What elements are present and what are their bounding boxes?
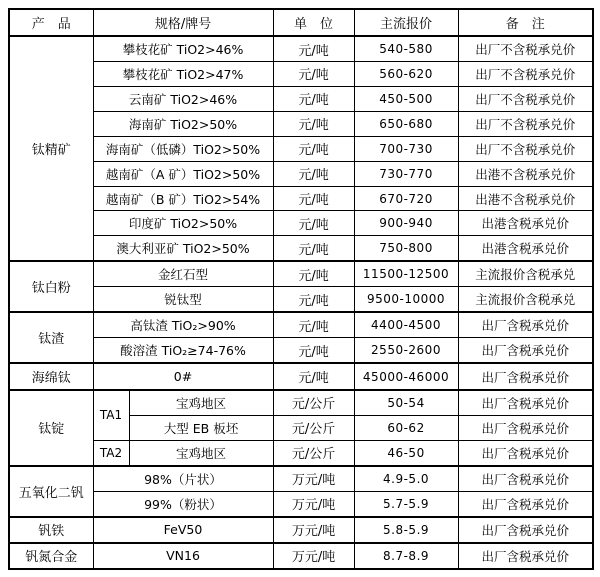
unit-cell: 万元/吨 bbox=[273, 517, 354, 543]
price-cell: 8.7-8.9 bbox=[354, 543, 458, 569]
spec-cell: 宝鸡地区 bbox=[129, 390, 273, 416]
note-cell: 出厂含税承兑价 bbox=[458, 338, 593, 364]
price-cell: 540-580 bbox=[354, 36, 458, 62]
col-header-spec: 规格/牌号 bbox=[93, 9, 273, 36]
spec-cell: 云南矿 TiO2>46% bbox=[93, 86, 273, 111]
spec-cell: 大型 EB 板坯 bbox=[129, 415, 273, 440]
spec-cell: 高钛渣 TiO₂>90% bbox=[93, 312, 273, 338]
note-cell: 出厂含税承兑价 bbox=[458, 440, 593, 466]
note-cell: 出厂含税承兑价 bbox=[458, 491, 593, 517]
spec-cell: FeV50 bbox=[93, 517, 273, 543]
note-cell: 出厂含税承兑价 bbox=[458, 466, 593, 492]
table-row bbox=[9, 261, 593, 287]
unit-cell: 元/吨 bbox=[273, 136, 354, 161]
product-cell: 钒氮合金 bbox=[9, 543, 93, 569]
note-cell: 主流报价含税承兑 bbox=[458, 261, 593, 287]
spec-cell: 0# bbox=[93, 363, 273, 389]
table-row bbox=[9, 62, 593, 87]
table-row bbox=[9, 236, 593, 262]
spec-cell: 澳大利亚矿 TiO2>50% bbox=[93, 236, 273, 262]
spec-cell: 攀枝花矿 TiO2>47% bbox=[93, 62, 273, 87]
price-cell: 9500-10000 bbox=[354, 287, 458, 313]
spec-cell: 金红石型 bbox=[93, 261, 273, 287]
price-cell: 50-54 bbox=[354, 390, 458, 416]
note-cell: 出厂含税承兑价 bbox=[458, 312, 593, 338]
table-row bbox=[9, 86, 593, 111]
table-row bbox=[9, 466, 593, 492]
note-cell: 出港含税承兑价 bbox=[458, 211, 593, 236]
spec-cell: VN16 bbox=[93, 543, 273, 569]
price-cell: 450-500 bbox=[354, 86, 458, 111]
col-header-note: 备 注 bbox=[458, 9, 593, 36]
price-cell: 11500-12500 bbox=[354, 261, 458, 287]
note-cell: 出厂不含税承兑价 bbox=[458, 62, 593, 87]
unit-cell: 元/吨 bbox=[273, 62, 354, 87]
price-cell: 700-730 bbox=[354, 136, 458, 161]
unit-cell: 元/吨 bbox=[273, 111, 354, 136]
unit-cell: 元/吨 bbox=[273, 186, 354, 211]
table-row bbox=[9, 312, 593, 338]
table-row bbox=[9, 491, 593, 517]
table-row bbox=[9, 136, 593, 161]
spec-cell: 酸溶渣 TiO₂≥74-76% bbox=[93, 338, 273, 364]
spec-cell: 越南矿（B 矿）TiO2>54% bbox=[93, 186, 273, 211]
product-cell: 五氧化二钒 bbox=[9, 466, 93, 517]
unit-cell: 元/吨 bbox=[273, 287, 354, 313]
spec-cell: 海南矿 TiO2>50% bbox=[93, 111, 273, 136]
price-cell: 650-680 bbox=[354, 111, 458, 136]
price-cell: 5.7-5.9 bbox=[354, 491, 458, 517]
unit-cell: 万元/吨 bbox=[273, 543, 354, 569]
table-row bbox=[9, 517, 593, 543]
product-cell: 钛白粉 bbox=[9, 261, 93, 312]
col-header-product: 产 品 bbox=[9, 9, 93, 36]
product-cell: 钛渣 bbox=[9, 312, 93, 363]
table-row bbox=[9, 338, 593, 364]
unit-cell: 元/公斤 bbox=[273, 390, 354, 416]
price-cell: 670-720 bbox=[354, 186, 458, 211]
table-row bbox=[9, 543, 593, 569]
spec-cell: 锐钛型 bbox=[93, 287, 273, 313]
note-cell: 出厂含税承兑价 bbox=[458, 415, 593, 440]
note-cell: 主流报价含税承兑 bbox=[458, 287, 593, 313]
table-row bbox=[9, 390, 593, 416]
price-table bbox=[8, 8, 594, 570]
table-row bbox=[9, 211, 593, 236]
table-row bbox=[9, 186, 593, 211]
unit-cell: 元/公斤 bbox=[273, 440, 354, 466]
table-row bbox=[9, 363, 593, 389]
header-row bbox=[9, 9, 593, 36]
product-cell: 钛锭 bbox=[9, 390, 93, 466]
note-cell: 出厂含税承兑价 bbox=[458, 390, 593, 416]
note-cell: 出厂不含税承兑价 bbox=[458, 136, 593, 161]
spec-cell: 海南矿（低磷）TiO2>50% bbox=[93, 136, 273, 161]
spec-cell: 98%（片状） bbox=[93, 466, 273, 492]
unit-cell: 元/吨 bbox=[273, 236, 354, 262]
ta-grade-cell: TA1 bbox=[93, 390, 129, 440]
note-cell: 出厂含税承兑价 bbox=[458, 517, 593, 543]
unit-cell: 元/公斤 bbox=[273, 415, 354, 440]
product-cell: 钒铁 bbox=[9, 517, 93, 543]
price-cell: 60-62 bbox=[354, 415, 458, 440]
price-cell: 2550-2600 bbox=[354, 338, 458, 364]
price-cell: 750-800 bbox=[354, 236, 458, 262]
spec-cell: 99%（粉状） bbox=[93, 491, 273, 517]
price-cell: 46-50 bbox=[354, 440, 458, 466]
col-header-unit: 单 位 bbox=[273, 9, 354, 36]
table-row bbox=[9, 440, 593, 466]
table-row bbox=[9, 111, 593, 136]
unit-cell: 元/吨 bbox=[273, 363, 354, 389]
unit-cell: 万元/吨 bbox=[273, 491, 354, 517]
note-cell: 出厂含税承兑价 bbox=[458, 543, 593, 569]
unit-cell: 元/吨 bbox=[273, 86, 354, 111]
note-cell: 出厂含税承兑价 bbox=[458, 363, 593, 389]
spec-cell: 宝鸡地区 bbox=[129, 440, 273, 466]
price-cell: 900-940 bbox=[354, 211, 458, 236]
table-row bbox=[9, 161, 593, 186]
price-cell: 45000-46000 bbox=[354, 363, 458, 389]
table-row bbox=[9, 287, 593, 313]
note-cell: 出港不含税承兑价 bbox=[458, 161, 593, 186]
price-cell: 5.8-5.9 bbox=[354, 517, 458, 543]
unit-cell: 元/吨 bbox=[273, 211, 354, 236]
product-cell: 钛精矿 bbox=[9, 36, 93, 261]
price-cell: 4400-4500 bbox=[354, 312, 458, 338]
unit-cell: 元/吨 bbox=[273, 261, 354, 287]
price-cell: 4.9-5.0 bbox=[354, 466, 458, 492]
spec-cell: 越南矿（A 矿）TiO2>50% bbox=[93, 161, 273, 186]
note-cell: 出港不含税承兑价 bbox=[458, 186, 593, 211]
unit-cell: 万元/吨 bbox=[273, 466, 354, 492]
table-row bbox=[9, 36, 593, 62]
product-cell: 海绵钛 bbox=[9, 363, 93, 389]
note-cell: 出港含税承兑价 bbox=[458, 236, 593, 262]
unit-cell: 元/吨 bbox=[273, 161, 354, 186]
price-cell: 560-620 bbox=[354, 62, 458, 87]
unit-cell: 元/吨 bbox=[273, 338, 354, 364]
note-cell: 出厂不含税承兑价 bbox=[458, 36, 593, 62]
col-header-price: 主流报价 bbox=[354, 9, 458, 36]
unit-cell: 元/吨 bbox=[273, 312, 354, 338]
spec-cell: 攀枝花矿 TiO2>46% bbox=[93, 36, 273, 62]
unit-cell: 元/吨 bbox=[273, 36, 354, 62]
price-cell: 730-770 bbox=[354, 161, 458, 186]
ta-grade-cell: TA2 bbox=[93, 440, 129, 466]
spec-cell: 印度矿 TiO2>50% bbox=[93, 211, 273, 236]
note-cell: 出厂不含税承兑价 bbox=[458, 86, 593, 111]
note-cell: 出厂不含税承兑价 bbox=[458, 111, 593, 136]
